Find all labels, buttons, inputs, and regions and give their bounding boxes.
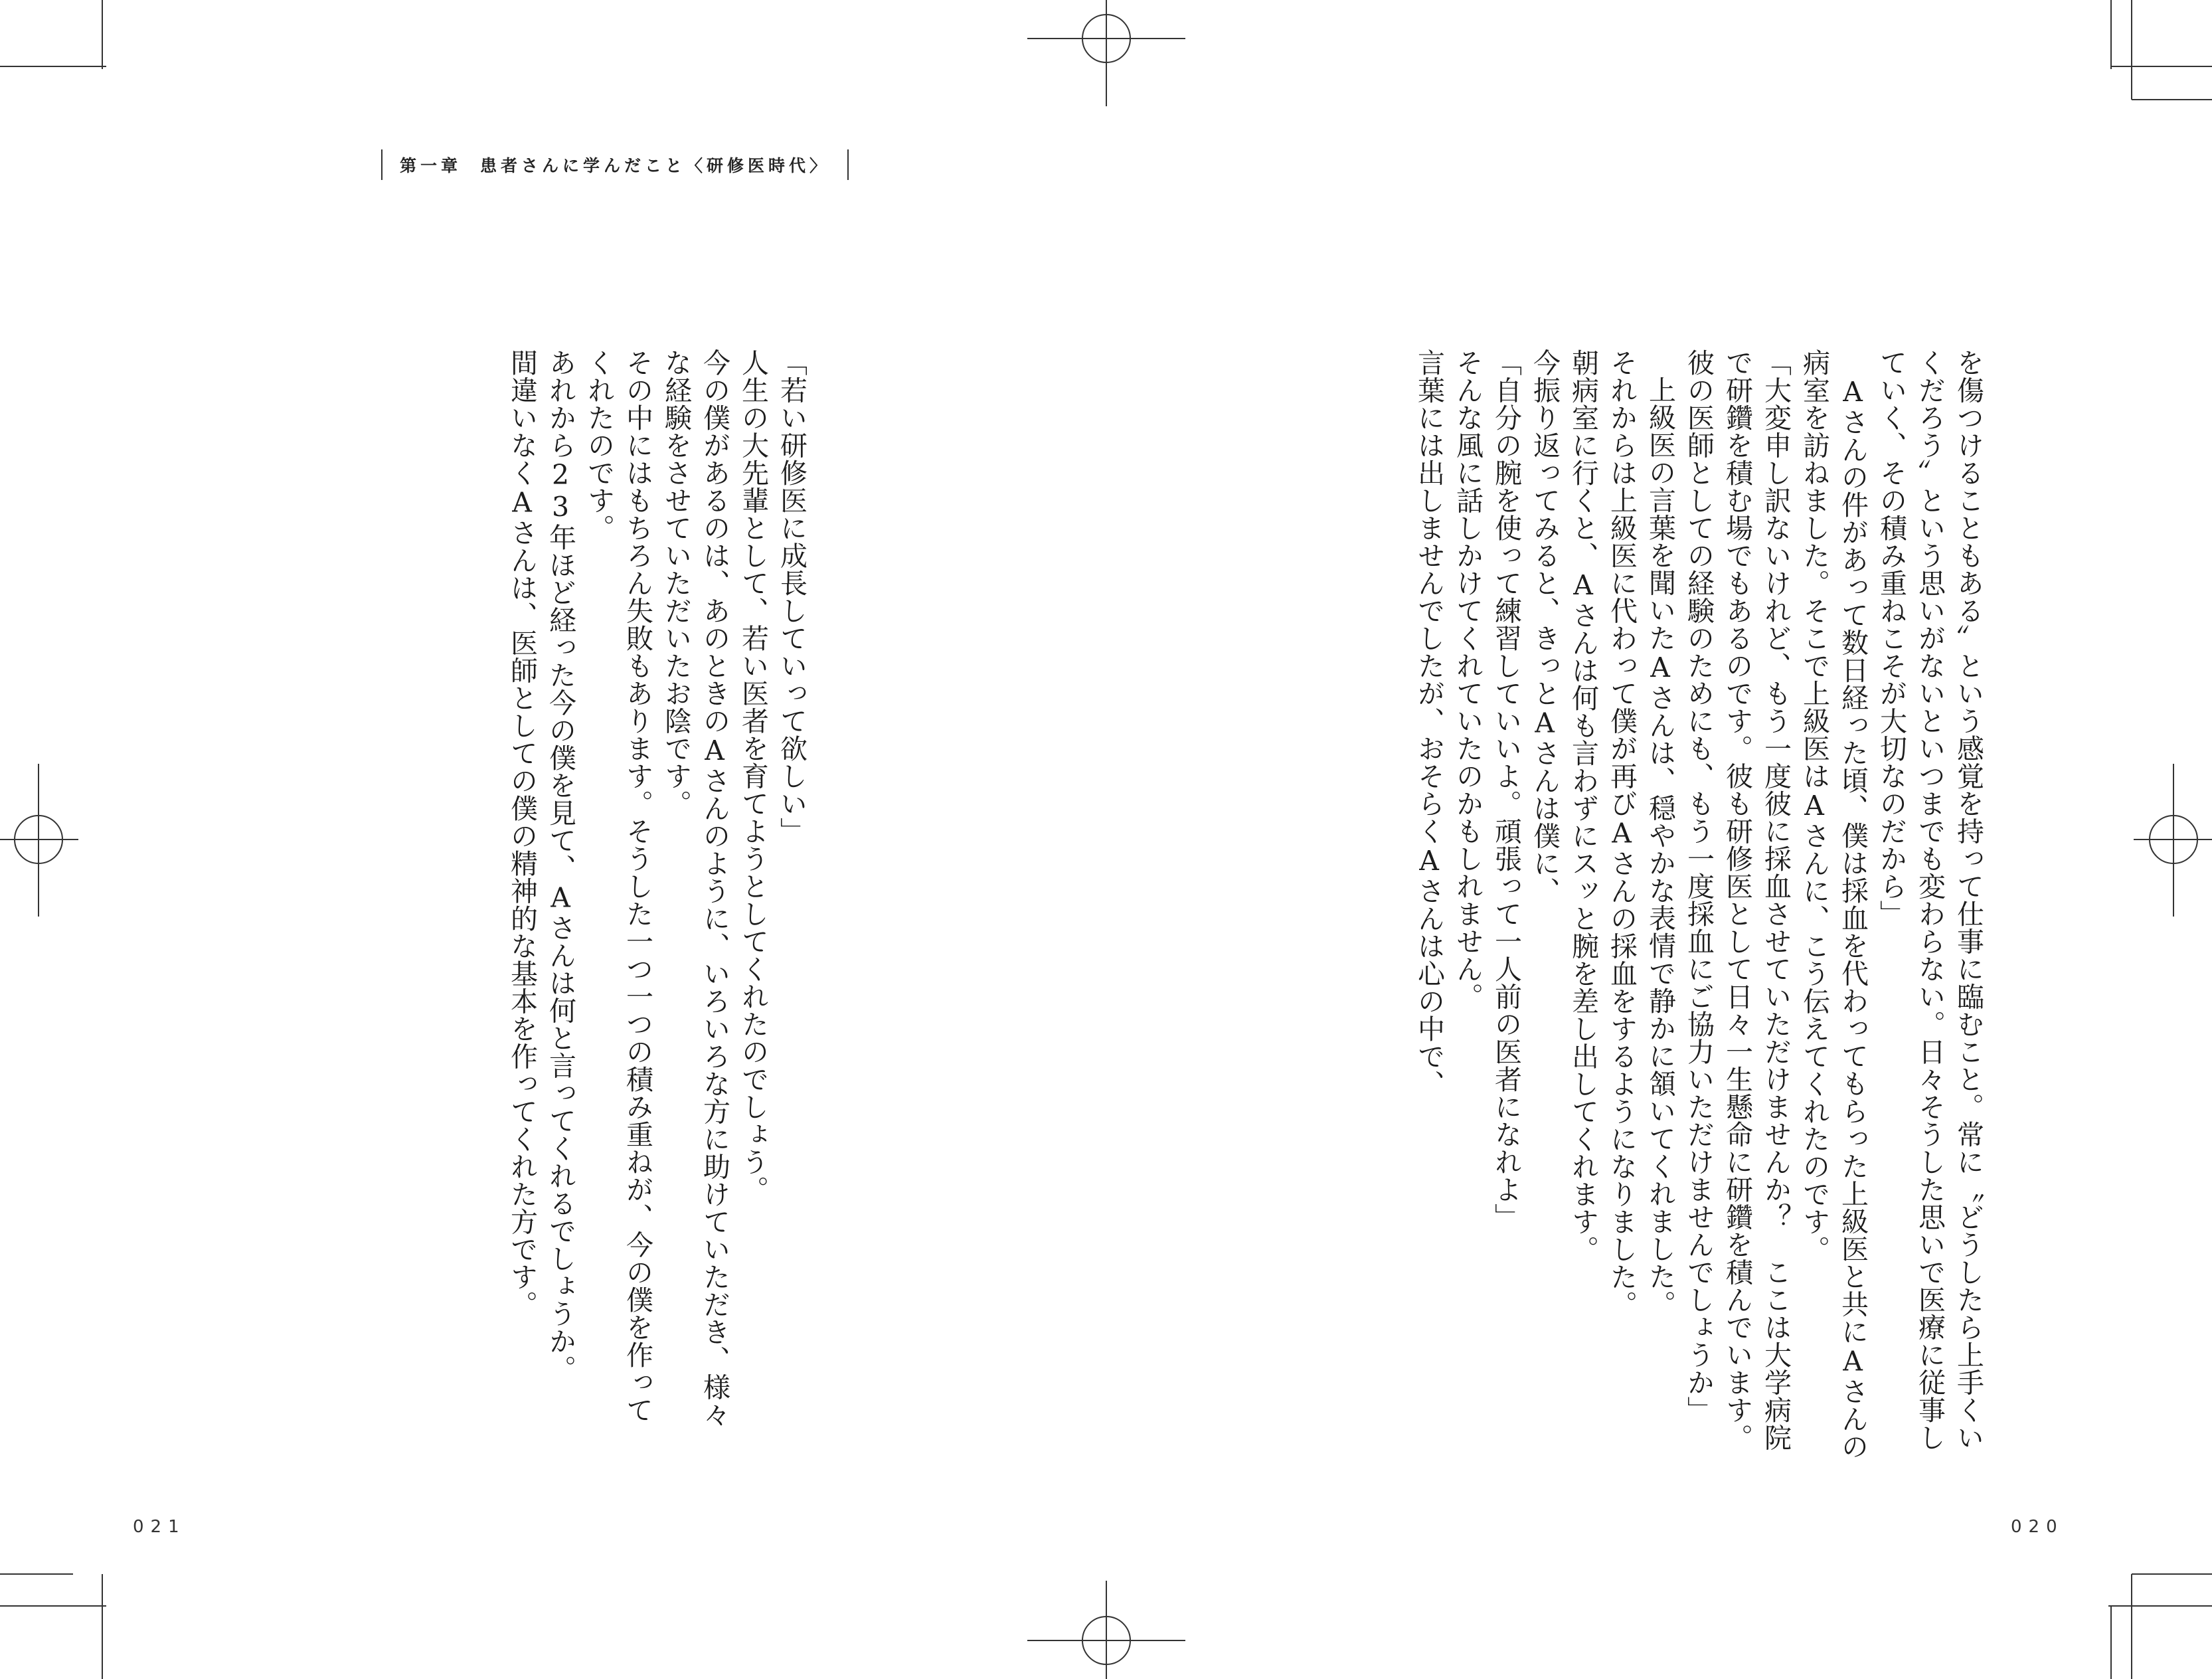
text-line: くだろう〟という思いがないといつまでも変わらない。日々そうした思いで医療に従事し [1914,349,1946,1451]
text-line: それからは上級医に代わって僕が再びAさんの採血をするようになりました。 [1606,349,1638,1318]
page-number-right: 020 [2011,1517,2064,1537]
chapter-title: 患者さんに学んだこと〈研修医時代〉 [480,156,831,175]
running-head-rule-left [381,149,383,180]
text-line: 上級医の言葉を聞いたAさんは、穏やかな表情で静かに頷いてくれました。 [1644,376,1676,1318]
text-line: 「自分の腕を使って練習していいよ。頑張って一人前の医者になれよ」 [1490,349,1522,1231]
text-line: 人生の大先輩として、若い医者を育てようとしてくれたのでしょう。 [737,349,769,1203]
running-head-rule-right [847,149,849,180]
text-line: その中にはもちろん失敗もあります。そうした一つ一つの積み重ねが、今の僕を作って [622,349,653,1424]
text-line: 今の僕があるのは、あのときのAさんのように、いろいろな方に助けていただき、様々 [699,349,730,1429]
text-line: を傷つけることもある〟という感覚を持って仕事に臨むこと。常に〝どうしたら上手くい [1952,349,1984,1451]
text-line: くれたのです。 [583,349,615,542]
text-line: 言葉には出しませんでしたが、おそらくAさんは心の中で、 [1413,349,1445,1098]
text-line: 彼の医師としての経験のためにも、もう一度採血にご協力いただけませんでしょうか」 [1683,349,1715,1424]
text-line: 病室を訪ねました。そこで上級医はAさんに、こう伝えてくれたのです。 [1798,349,1830,1263]
text-line: 朝病室に行くと、Aさんは何も言わずにスッと腕を差し出してくれます。 [1567,349,1599,1263]
text-line: 間違いなくAさんは、医師としての僕の精神的な基本を作ってくれた方です。 [506,349,538,1318]
text-line: 今振り返ってみると、きっとAさんは僕に、 [1529,349,1561,905]
chapter-number: 第一章 [400,156,462,175]
text-line: あれから23年ほど経った今の僕を見て、Aさんは何と言ってくれるでしょうか。 [545,349,576,1383]
page-020-body [906,349,1988,1460]
text-line: な経験をさせていただいたお陰です。 [660,349,692,818]
page-021-body [466,349,811,1429]
page-number-left: 021 [133,1517,186,1537]
text-line: そんな風に話しかけてくれていたのかもしれません。 [1452,349,1484,1010]
text-line: で研鑽を積む場でもあるのです。彼も研修医として日々一生懸命に研鑽を積んでいます。 [1721,349,1753,1451]
text-line: Aさんの件があって数日経った頃、僕は採血を代わってもらった上級医と共にAさんの [1837,376,1869,1460]
text-line: 「若い研修医に成長していって欲しい」 [776,349,808,845]
running-head [364,151,866,178]
text-line: ていく、その積み重ねこそが大切なのだから」 [1875,349,1907,928]
text-line: 「大変申し訳ないけれど、もう一度彼に採血させていただけませんか？ ここは大学病院 [1760,349,1792,1451]
